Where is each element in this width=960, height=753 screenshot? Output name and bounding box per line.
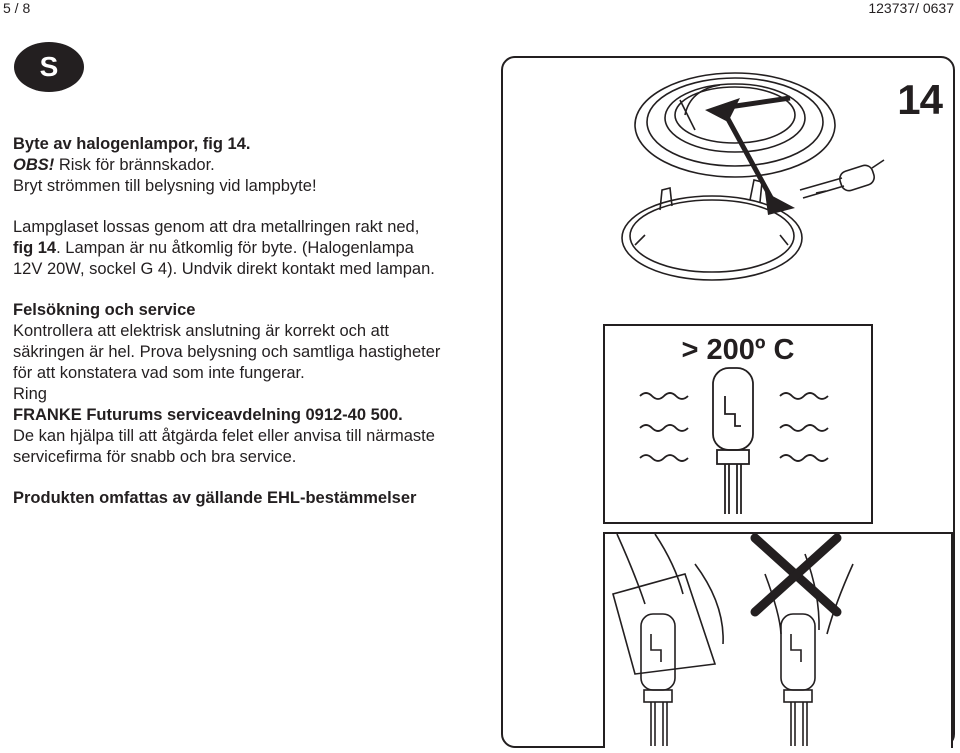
- obs-label: OBS!: [13, 156, 55, 174]
- instruction-line-2: [13, 238, 414, 259]
- instruction-line-1: Lampglaset lossas genom att dra metallringen rakt ned,: [13, 218, 420, 236]
- document-number: 123737/ 0637: [868, 0, 954, 16]
- troubleshoot-line-6: De kan hjälpa till att åtgärda felet eller anvisa till närmaste: [13, 427, 435, 445]
- instruction-line-3: 12V 20W, sockel G 4). Undvik direkt kontakt med lampan.: [13, 260, 435, 278]
- temperature-warning: > 200º C: [681, 334, 795, 366]
- warning-text: Risk för brännskador.: [54, 156, 215, 174]
- fig-reference: fig 14: [13, 239, 57, 257]
- heat-warning-panel: [603, 324, 873, 524]
- lamp-fixture-illustration: [600, 60, 930, 310]
- section-title-troubleshooting: Felsökning och service: [13, 301, 196, 319]
- warning-line: [13, 155, 215, 176]
- figure-number: 14: [897, 76, 942, 123]
- troubleshoot-line-7: servicefirma för snabb och bra service.: [13, 448, 297, 466]
- hot-lamp-illustration: [605, 366, 871, 522]
- troubleshoot-line-2: säkringen är hel. Prova belysning och samtliga hastigheter: [13, 343, 441, 361]
- troubleshoot-line-3: för att konstatera vad som inte fungerar.: [13, 364, 305, 382]
- instruction-line-2-rest: . Lampan är nu åtkomlig för byte. (Halogenlampa: [56, 239, 414, 257]
- section-title-lamp-change: Byte av halogenlampor, fig 14.: [13, 135, 251, 153]
- handling-illustration: [605, 534, 951, 748]
- ehl-note: Produkten omfattas av gällande EHL-bestämmelser: [13, 489, 417, 507]
- do-not-touch-panel: [603, 532, 953, 748]
- power-off-instruction: Bryt strömmen till belysning vid lampbyte!: [13, 177, 317, 195]
- page-number: 5 / 8: [3, 0, 31, 16]
- language-badge: S: [14, 42, 84, 92]
- troubleshoot-line-1: Kontrollera att elektrisk anslutning är korrekt och att: [13, 322, 390, 340]
- troubleshoot-line-4: Ring: [13, 385, 47, 403]
- service-contact: FRANKE Futurums serviceavdelning 0912-40 500.: [13, 406, 403, 424]
